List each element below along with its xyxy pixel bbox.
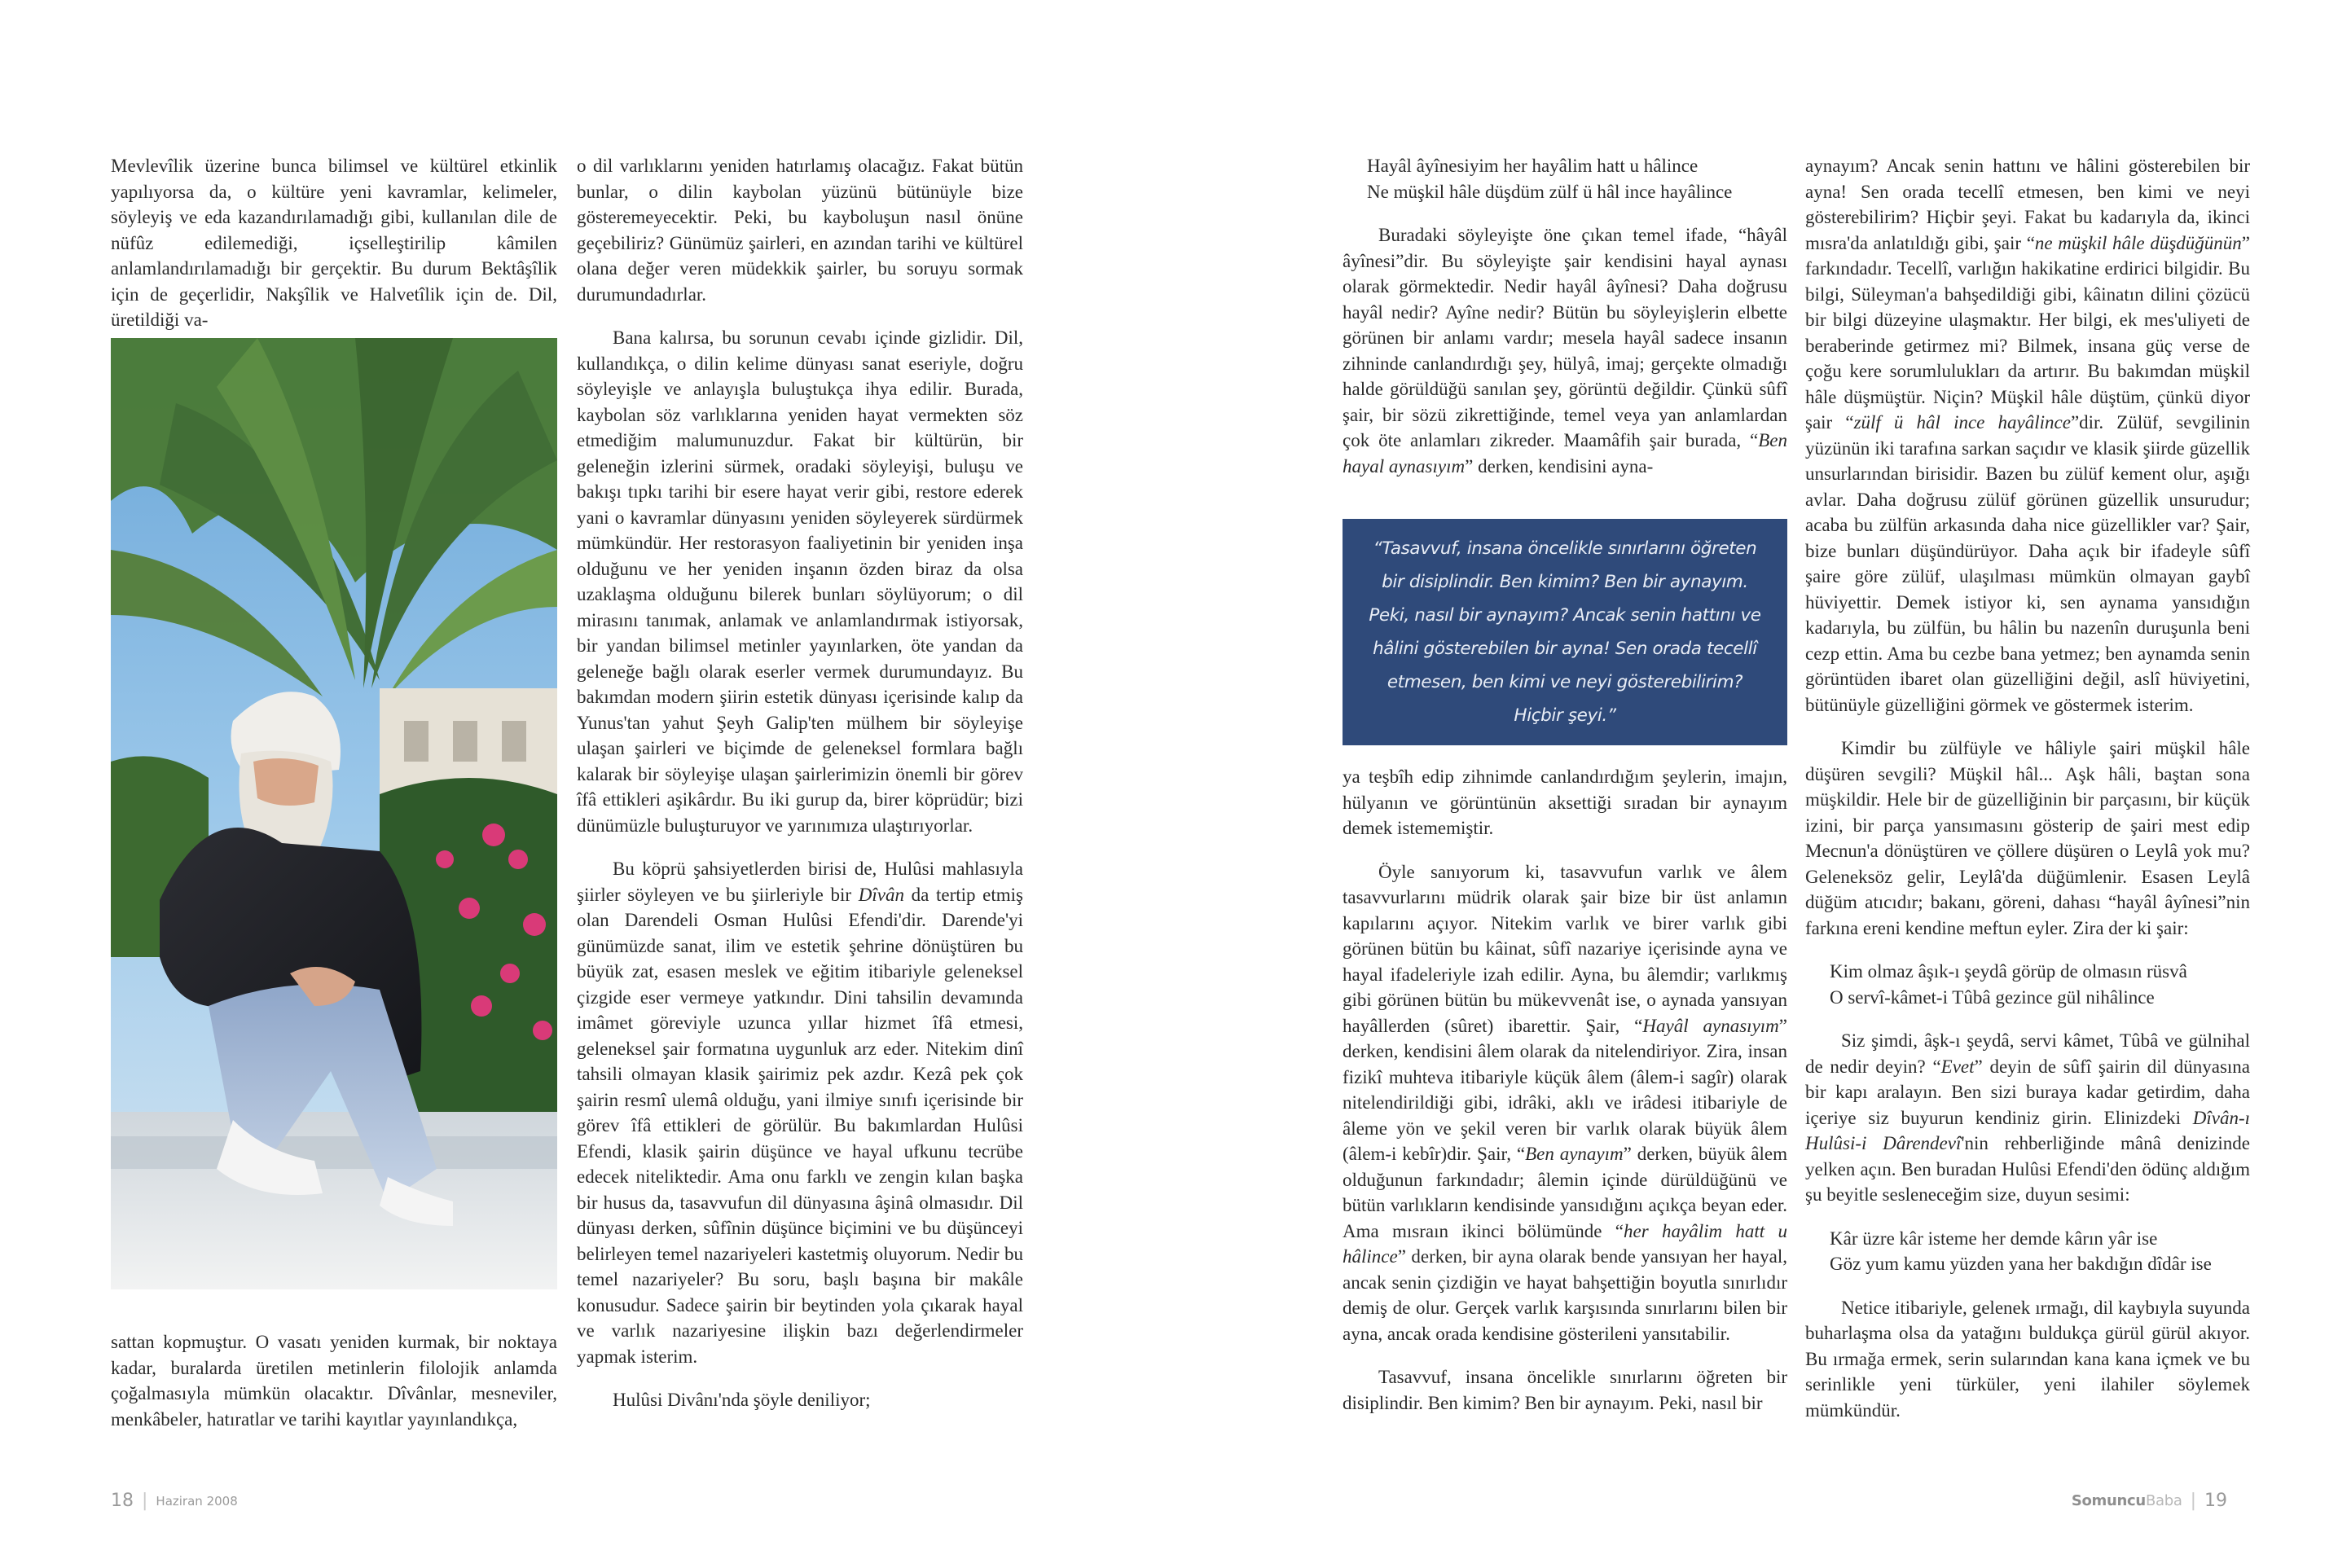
verse-line: Ne müşkil hâle düşdüm zülf ü hâl ince hayâlince [1367, 181, 1733, 202]
paragraph: sattan kopmuştur. O vasatı yeniden kurmak, bir noktaya kadar, buralarda üretilen metinlerin filolojik anlamda çoğalmasıyla mümkün olacaktır. Dîvânlar, mesneviler, menkâbeler, hatıratlar ve tarihi kayıtlar yayınlandıkça, [111, 1332, 557, 1430]
verse-couplet [1343, 153, 1787, 204]
column-2 [577, 153, 1023, 1413]
paragraph: Buradaki söyleyişte öne çıkan temel ifade, “hâyâl âyînesi”dir. Bu söyleyişte şair kendisini hayal aynası olarak görmektedir. Nedir hayâl âyînesi? Daha doğrusu hayâl nedir? Ayîne nedir? Bütün bu söyleyişlerin elbette görünen bir anlamı vardır; mesela hayâl sadece insanın zihninde canlandırdığı şey, hülyâ, imaj; gerçekte olmadığı halde görüldüğü sanılan şey, görüntü değildir. Çünkü sûfî şair, bir sözü zikrettiğinde, temel veya yan anlamlardan çok öte anlamları zikreder. Maamâfih şair burada, “Ben hayal aynasıyım” derken, kendisini ayna- [1343, 225, 1787, 477]
column-1-bottom [111, 1329, 557, 1432]
paragraph: aynayım? Ancak senin hattını ve hâlini gösterebilen bir ayna! Sen orada tecellî etmesen, ben kimi ve neyi gösterebilirim? Hiçbir şeyi. Fakat bu kadarıyla da, ikinci mısra'da anlatıldığı gibi, şair “ne müşkil hâle düşdüğünün” farkındadır. Tecellî, varlığın hakikatine erdirici bilgidir. Bu bilgi, Süleyman'a bahşedildiği gibi, kâinatın dilini çözücü bir bilgi düzeyine ulaşmaktır. Her bilgi, ek mes'uliyeti de beraberinde getirmez mi? Bilmek, insana güç verse de çoğu kere sorumlulukları da artırır. Bu bakımdan müşkil hâle düşmüştür. Niçin? Müşkil hâle düştüm, çünkü diyor şair “zülf ü hâl ince hayâlince”dir. Zülüf, sevgilinin yüzünün iki tarafına sarkan saçıdır ve klasik şiirde güzellik unsurlarından birisidir. Bazen bu zülüf kement olur, aşığı avlar. Daha doğrusu zülüf görünen güzellik unsurudur; acaba bu zülfün arkasında daha nice güzellikler var? Şair, bize bunları düşündürüyor. Daha açık bir ifadeyle sûfî şaire göre zülüf, ulaşılması mümkün olmayan gaybî hüviyettir. Demek istiyor ki, sen aynama yansıdığın kadarıyla, bu zülfün, bu hâlin bu nazenîn duruşunla beni cezp ettin. Ama bu cezbe bana yetmez; ben aynamda senin görüntüden ibaret olan güzelliğini değil, aslî hüviyetini, bütünüyle güzelliğini görmek ve göstermek isterim. [1805, 156, 2251, 715]
folio-right [2072, 1491, 2227, 1511]
paragraph: Öyle sanıyorum ki, tasavvufun varlık ve âlem tasavvurlarını müdrik olarak şair bize bir üst anlamın kapılarını açıyor. Nitekim varlık ve birer varlık gibi görünen bütün bu kâinat, sûfî nazariye içerisinde ayna ve hayal ifadeleriyle izah edilir. Ayna, bu âlemdir; varlıkmış gibi görünen bütün bu mükevvenât ise, o aynada yansıyan hayâllerden (sûret) ibarettir. Şair, “Hayâl aynasıyım” derken, kendisini âlem olarak da nitelendiriyor. Zira, insan fizikî muhteva itibariyle küçük âlem (âlem-i sagîr) olarak nitelendirildiği gibi, idrâki, aklı ve irâdesi itibariyle de âleme yön ve şekil veren bir varlık olarak büyük âlem (âlem-i kebîr)dir. Şair, “Ben aynayım” derken, büyük âlem olduğunun farkındadır; âlemin içinde dürüldüğünü ve bütün varlıkların kendisinde yansıdığını açıkça beyan eder. Ama mısraın ikinci bölümünde “her hayâlim hatt u hâlince” derken, bir ayna olarak bende yansıyan her hayal, ancak senin çizdiğin ve hayat bahşettiğin boyutla sınırlıdır demiş de olur. Gerçek varlık karşısında sınırlarını bilen bir ayna, ancak orada kendisine gösterileni yansıtabilir. [1343, 861, 1788, 1344]
folio-separator: | [142, 1491, 148, 1511]
paragraph: Siz şimdi, âşk-ı şeydâ, servi kâmet, Tûbâ ve gülnihal de nedir deyin? “Evet” deyin de sûfî şairin dil dünyasına bir kapı aralayın. Ben sizi buraya kadar getirdim, daha içeriye siz buyurun kendiniz girin. Elinizdeki Dîvân-ı Hulûsi-i Dârendevî'nin rehberliğinde mânâ denizinde yelken açın. Ben buradan Hulûsi Efendi'den ödünç aldığım şu beyitle sesleneceğim size, duyun sesimi: [1805, 1030, 2251, 1205]
paragraph: Mevlevîlik üzerine bunca bilimsel ve kültürel etkinlik yapılıyorsa da, o kültüre yeni kavramlar, kelimeler, söyleyiş ve eda kazandırılamadığı gibi, kullanılan dile de nüfûz edilemediği, içselleştirilip kâmilen anlamlandırılamadığı bir gerçektir. Bu durum Bektâşîlik için de geçerlidir, Nakşîlik ve Halvetîlik için de. Dil, üretildiği va- [111, 156, 557, 330]
verse-couplet [1805, 1226, 2250, 1277]
paragraph: ya teşbîh edip zihnimde canlandırdığım şeylerin, imajın, hülyanın ve görüntünün aksettiği sıradan bir aynayım demek istememiştir. [1343, 766, 1787, 838]
verse-line: Göz yum kamu yüzden yana her bakdığın dîdâr ise [1830, 1254, 2212, 1274]
paragraph: Netice itibariyle, gelenek ırmağı, dil kaybıyla suyunda buharlaşma olsa da yatağını buldukça gürül gürül akıyor. Bu ırmağa ermek, serin sularından kana kana içmek ve bu serinlikle yeni türküler, yeni ilahiler söylemek mümkündür. [1805, 1297, 2250, 1421]
photo-image [111, 338, 557, 1289]
verse-couplet [1805, 959, 2250, 1010]
paragraph: o dil varlıklarını yeniden hatırlamış olacağız. Fakat bütün bunlar, o dilin kaybolan yüzünü bütünüyle bize gösteremeyecektir. Peki, bu kayboluşun nasıl önüne geçebiliriz? Günümüz şairleri, en azından tarihi ve kültürel olana değer veren müdekkik şairler, bu soruyu sormak durumundadırlar. [577, 156, 1023, 305]
portrait-photo [111, 338, 557, 1289]
pull-quote [1343, 519, 1787, 745]
verse-line: Hayâl âyînesiyim her hayâlim hatt u hâlince [1367, 156, 1699, 176]
page-number: 19 [2204, 1491, 2227, 1511]
verse-line: Kim olmaz âşık-ı şeydâ görüp de olmasın rüsvâ [1830, 961, 2187, 982]
paragraph: Hulûsi Divânı'nda şöyle deniliyor; [613, 1390, 871, 1410]
pull-quote-text: “Tasavvuf, insana öncelikle sınırlarını öğreten bir disiplindir. Ben kimim? Ben bir aynayım. Peki, nasıl bir aynayım? Ancak senin hattını ve hâlini gösterebilen bir ayna! Sen orada tecellî etmesen, ben kimi ve neyi gösterebilirim? Hiçbir şeyi.” [1369, 538, 1761, 726]
right-page [1169, 0, 2338, 1568]
magazine-logo: SomuncuBaba [2071, 1492, 2182, 1509]
paragraph: Bu köprü şahsiyetlerden birisi de, Hulûsi mahlasıyla şiirler söyleyen ve bu şiirleriyle bir Dîvân da tertip etmiş olan Darendeli Osman Hulûsi Efendi'dir. Darende'yi günümüzde sanat, ilim ve estetik şehrine dönüştüren bu büyük zat, esasen meslek ve eğitim itibariyle geleneksel çizgide eser vermeye yatkındır. Dini tahsilin devamında imâmet göreviyle uzunca yıllar hizmet îfâ etmesi, geleneksel şair formatına uygunluk arz eder. Nitekim dinî tahsili olmayan klasik şairimiz pek azdır. Kezâ pek çok şairin resmî ulemâ olduğu, yani ilmiye sınıfı içerisinde bir görev îfâ ettikleri de görülür. Bu bakımlardan Hulûsi Efendi, klasik şairin düşünce ve hayal ufkunu tecrübe edecek niteliktedir. Ama onu farklı ve zengin kılan başka bir husus da, tasavvufun dil dünyasına âşinâ olmasıdır. Dil dünyası derken, sûfînin düşünce biçimini ve bu düşünceyi belirleyen temel nazariyeleri kastetmiş oluyorum. Nedir bu temel nazariyeler? Bu soru, başlı başına bir makâle konusudur. Sadece şairin bir beytinden yola çıkarak hayal ve varlık nazariyesine ilişkin bazı değerlendirmeler yapmak isterim. [577, 859, 1023, 1367]
folio-separator: | [2190, 1491, 2196, 1511]
folio-left [111, 1491, 238, 1511]
column-4 [1805, 153, 2250, 1423]
issue-date: Haziran 2008 [156, 1493, 238, 1509]
paragraph: Bana kalırsa, bu sorunun cevabı içinde gizlidir. Dil, kullandıkça, o dilin kelime dünyası sanat eseriyle, doğru söyleyişle ve anlayışla buluştukça ihya edilir. Burada, kaybolan söz varlıklarına yeniden hayat vermekten söz etmediğim malumunuzdur. Fakat bir kültürün, bir geleneğin izlerini sürmek, oradaki söyleyişi, buluşu ve bakışı tıpkı tarihi bir esere hayat verir gibi, restore ederek yani o kavramlar dünyasını yeniden söyleyerek sürdürmek mümkündür. Her restorasyon faaliyetinin bir yeniden inşa olduğunu ve her yeniden inşanın özden biraz da olsa uzaklaşma olduğunu bilerek bunları söylüyorum; o dil mirasını tanımak, anlamak ve anlamlandırmak istiyorsak, bir yandan bilimsel metinler yayınlarken, öte yandan da geleneğe bağlı olarak eserler vermek durumundayız. Bu bakımdan modern şiirin estetik dünyası içerisinde kalıp da Yunus'tan yahut Şeyh Galip'ten mülhem bir söyleyişe ulaşan şairleri ve biçimde de geleneksel formlara bağlı kalarak bir söyleyişe ulaşan şairlerimizin önemli bir görev îfâ ettikleri aşikârdır. Bu iki gurup da, birer köprüdür; bizi dünümüzle buluşturuyor ve yarınımıza ulaştırıyorlar. [577, 327, 1023, 836]
verse-line: O servî-kâmet-i Tûbâ gezince gül nihâlince [1830, 986, 2155, 1008]
paragraph: Kimdir bu zülfüyle ve hâliyle şairi müşkil hâle düşüren sevgili? Müşkil hâl... Aşk hâli, baştan sona müşkildir. Hele bir de güzelliğinin bir parçasını, bir küçük izini, bir parça yansımasını gösterip de şairi mest edip Mecnun'a dönüştüren ve çöllere düşüren o Leylâ yok mu? Geleneksöz gelir, Leylâ'da düğümlenir. Esasen Leylâ düğüm atıcıdır; bakanı, göreni, dahası “hayâl âyînesi”nin farkına ereni kendine meftun eyler. Zira der ki şair: [1805, 738, 2250, 938]
column-1-top [111, 153, 557, 333]
column-3 [1343, 153, 1787, 479]
page-number: 18 [111, 1491, 134, 1511]
paragraph: Tasavvuf, insana öncelikle sınırlarını öğreten bir disiplindir. Ben kimim? Ben bir aynayım. Peki, nasıl bir [1343, 1367, 1787, 1413]
verse-line: Kâr üzre kâr isteme her demde kârın yâr ise [1830, 1228, 2158, 1249]
column-3-continued [1343, 764, 1787, 1416]
